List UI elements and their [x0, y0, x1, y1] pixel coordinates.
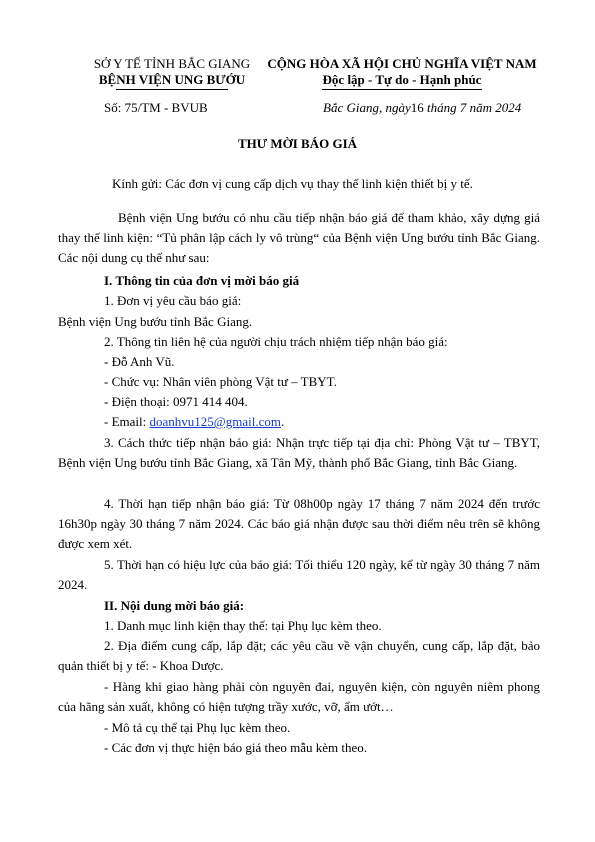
section2-bullet2: - Mô tả cụ thể tại Phụ lục kèm theo.	[104, 720, 291, 735]
org-name: BỆNH VIỆN UNG BƯỚU	[98, 72, 246, 87]
contact-position: - Chức vụ: Nhân viên phòng Vật tư – TBYT.	[104, 374, 337, 389]
contact-email-link[interactable]: doanhvu125@gmail.com	[149, 414, 281, 429]
contact-email-end: .	[280, 414, 285, 429]
section1-item4: 4. Thời hạn tiếp nhận báo giá: Từ 08h00p ngày 17 tháng 7 năm 2024 đến trước 16h30p ngày 30 tháng 7 năm 2024. Các báo giá nhận được sau thời điểm nêu trên sẽ không được xem xét.	[58, 496, 540, 551]
doc-number-prefix: Số:	[104, 100, 122, 115]
contact-name: - Đỗ Anh Vũ.	[104, 354, 175, 369]
date-day: 16	[410, 100, 424, 115]
section1-item5: 5. Thời hạn có hiệu lực của báo giá: Tối thiểu 120 ngày, kể từ ngày 30 tháng 7 năm 2024.	[58, 557, 540, 592]
section1-item2-label: 2. Thông tin liên hệ của người chịu trách nhiệm tiếp nhận báo giá:	[104, 334, 448, 349]
date-place: Bắc Giang, ngày	[323, 100, 411, 115]
section1-heading: I. Thông tin của đơn vị mời báo giá	[104, 273, 300, 288]
greeting: Kính gửi: Các đơn vị cung cấp dịch vụ thay thế linh kiện thiết bị y tế.	[112, 176, 473, 191]
contact-phone: - Điện thoại: 0971 414 404.	[104, 394, 248, 409]
country-name: CỘNG HÒA XÃ HỘI CHỦ NGHĨA VIỆT NAM	[267, 56, 537, 71]
section2-item2: 2. Địa điểm cung cấp, lắp đặt; các yêu cầu về vận chuyển, cung cấp, lắp đặt, bảo quản thiết bị y tế: - Khoa Dược.	[58, 638, 540, 673]
doc-date	[323, 98, 521, 118]
org-parent: SỞ Y TẾ TỈNH BẮC GIANG	[93, 56, 251, 71]
date-rest: tháng 7 năm 2024	[426, 100, 522, 115]
doc-number-suffix: /TM - BVUB	[137, 100, 208, 115]
motto-underline	[322, 89, 482, 90]
intro-first-line	[58, 208, 540, 268]
section1-item3: 3. Cách thức tiếp nhận báo giá: Nhận trực tiếp tại địa chỉ: Phòng Vật tư – TBYT, Bệnh viện Ung bướu tỉnh Bắc Giang, xã Tân Mỹ, thành phố Bắc Giang, tỉnh Bắc Giang.	[58, 435, 540, 470]
contact-email-line	[104, 412, 284, 432]
section2-bullet1: - Hàng khi giao hàng phải còn nguyên đai, nguyên kiện, còn nguyên niêm phong của hãng sản xuất, không có hiện tượng trầy xước, vỡ, ẩm ướt…	[58, 679, 540, 714]
doc-number-value: 75	[124, 100, 138, 115]
page-title: THƯ MỜI BÁO GIÁ	[237, 136, 358, 151]
section2-heading: II. Nội dung mời báo giá:	[104, 598, 245, 613]
motto: Độc lập - Tự do - Hạnh phúc	[322, 72, 482, 87]
org-underline	[116, 89, 228, 90]
section2-bullet3: - Các đơn vị thực hiện báo giá theo mẫu kèm theo.	[104, 740, 368, 755]
intro-text: Bệnh viện Ung bướu có nhu cầu tiếp nhận báo giá để tham khảo, xây dựng giá thay thế linh kiện: “Tủ phân lập cách ly vô trùng“ của Bệnh viện Ung bướu tỉnh Bắc Giang. Các nội dung cụ thể như sau:	[58, 210, 540, 265]
section1-item1-label: 1. Đơn vị yêu cầu báo giá:	[104, 293, 242, 308]
section2-item1: 1. Danh mục linh kiện thay thế: tại Phụ lục kèm theo.	[104, 618, 382, 633]
contact-email-label: - Email:	[104, 414, 150, 429]
doc-number	[104, 98, 208, 118]
section1-item1-value: Bệnh viện Ung bướu tỉnh Bắc Giang.	[58, 314, 253, 329]
